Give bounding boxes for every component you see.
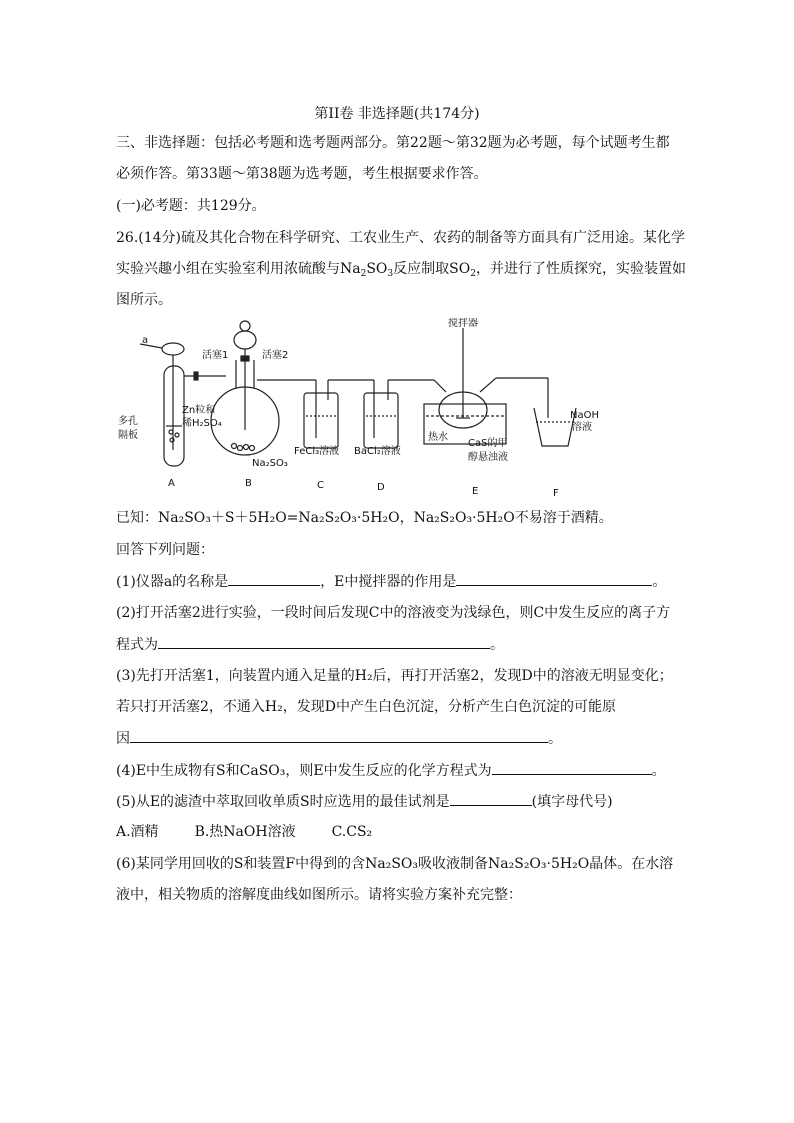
q26-line-1: 26.(14分)硫及其化合物在科学研究、工农业生产、农药的制备等方面具有广泛用途。某化学	[116, 230, 686, 246]
label-A: A	[168, 478, 175, 489]
label-plate-1: 多孔	[118, 416, 138, 427]
label-stirrer: 搅拌器	[448, 318, 478, 329]
question-5-options	[116, 822, 408, 842]
apparatus-c	[294, 380, 374, 448]
label-a: a	[142, 335, 149, 346]
apparatus-f	[496, 378, 576, 446]
section-title: 第II卷 非选择题(共174分)	[314, 106, 480, 122]
answer-blank[interactable]	[158, 634, 490, 649]
intro-line-2: 必须作答。第33题～第38题为选考题，考生根据要求作答。	[116, 166, 488, 182]
answer-blank[interactable]	[456, 571, 652, 586]
question-1: (1)仪器a的名称是 ，E中搅拌器的作用是 。	[116, 571, 666, 592]
label-B: B	[245, 478, 252, 489]
known-info: 已知：Na₂SO₃＋S＋5H₂O=Na₂S₂O₃·5H₂O，Na₂S₂O₃·5H₂O不易溶于酒精。	[116, 510, 613, 526]
label-naoh-1: NaOH	[570, 410, 599, 421]
label-zn-1: Zn粒和	[182, 405, 216, 416]
question-5: (5)从E的滤渣中萃取回收单质S时应选用的最佳试剂是 (填字母代号)	[116, 791, 613, 812]
answer-blank[interactable]	[492, 760, 652, 775]
apparatus-diagram	[116, 318, 616, 498]
option-c[interactable]: C.CS₂	[331, 824, 373, 840]
question-3-line-2: 若只打开活塞2，不通入H₂，发现D中产生白色沉淀，分析产生白色沉淀的可能原	[116, 699, 616, 715]
label-plate-2: 隔板	[118, 430, 138, 441]
label-hotwater: 热水	[428, 432, 448, 443]
option-a[interactable]: A.酒精	[116, 824, 159, 840]
label-bacl2: BaCl₂溶液	[354, 446, 401, 457]
apparatus-e	[424, 328, 506, 444]
label-C: C	[317, 480, 324, 491]
question-2-line-2: 程式为 。	[116, 634, 504, 655]
question-3-line-3: 因 。	[116, 728, 562, 749]
label-naoh-2: 溶液	[572, 422, 592, 433]
question-6-line-2: 液中，相关物质的溶解度曲线如图所示。请将实验方案补充完整：	[116, 887, 522, 903]
answer-blank[interactable]	[130, 728, 548, 743]
label-cas-2: 醇悬浊液	[468, 452, 508, 463]
intro-line-1: 三、非选择题：包括必考题和选考题两部分。第22题～第32题为必考题，每个试题考生都	[116, 135, 670, 151]
label-F: F	[553, 488, 559, 498]
label-cas-1: CaS的甲	[468, 438, 508, 449]
question-2-line-1: (2)打开活塞2进行实验，一段时间后发现C中的溶液变为浅绿色，则C中发生反应的离子方	[116, 605, 671, 621]
label-D: D	[377, 482, 385, 493]
intro-line-3: (一)必考题：共129分。	[116, 198, 266, 214]
answer-blank[interactable]	[450, 791, 532, 806]
answer-blank[interactable]	[228, 571, 320, 586]
question-6-line-1: (6)某同学用回收的S和装置F中得到的含Na₂SO₃吸收液制备Na₂S₂O₃·5H₂O晶体。在水溶	[116, 856, 674, 872]
label-valve1: 活塞1	[202, 350, 229, 361]
label-E: E	[472, 486, 479, 497]
q26-line-2: 实验兴趣小组在实验室利用浓硫酸与$Na_2SO_3$反应制取$SO_2$，并进行了性质探究，实验装置如	[116, 261, 686, 279]
question-3-line-1: (3)先打开活塞1，向装置内通入足量的H₂后，再打开活塞2，发现D中的溶液无明显变化；	[116, 668, 673, 684]
label-valve2: 活塞2	[262, 350, 289, 361]
answer-prompt: 回答下列问题：	[116, 542, 214, 558]
question-4: (4)E中生成物有S和CaSO₃，则E中发生反应的化学方程式为 。	[116, 760, 666, 781]
q26-line-3: 图所示。	[116, 292, 172, 308]
label-fecl3: FeCl₃溶液	[294, 446, 340, 457]
label-na2so3: Na₂SO₃	[252, 458, 288, 469]
option-b[interactable]: B.热NaOH溶液	[194, 824, 296, 840]
label-zn-2: 稀H₂SO₄	[182, 418, 222, 429]
apparatus-b	[211, 321, 294, 455]
